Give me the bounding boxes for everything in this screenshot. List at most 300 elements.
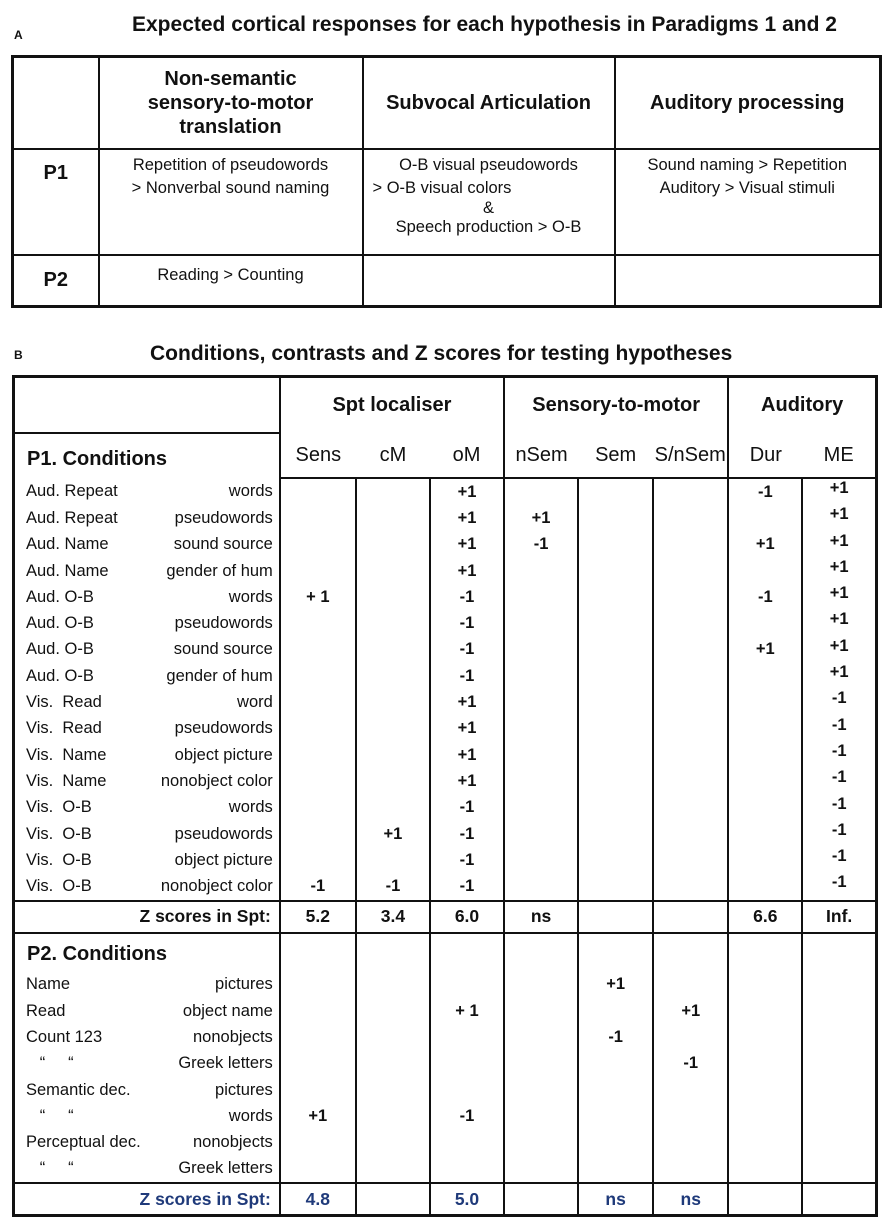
condition-modality: Vis. Read (26, 719, 102, 738)
condition-stimulus: words (228, 482, 273, 501)
group-header-spt-localiser: Spt localiser (280, 377, 504, 434)
table-row (14, 532, 877, 558)
p2-auditory-cell (615, 255, 881, 307)
contrast-weight (578, 847, 653, 873)
contrast-weight (653, 505, 728, 531)
p1-c3-line-2: Auditory > Visual stimuli (659, 178, 835, 197)
contrast-weight: -1 (430, 584, 504, 610)
p2-z-score (802, 1183, 876, 1216)
contrast-weight (280, 689, 356, 715)
contrast-weight: -1 (356, 873, 430, 900)
condition-cell (14, 1024, 280, 1050)
p2-non-semantic-cell: Reading > Counting (99, 255, 363, 307)
contrast-weight (430, 1024, 504, 1050)
contrast-weight (504, 1051, 578, 1077)
contrast-weight: +1 (430, 689, 504, 715)
condition-cell (14, 637, 280, 663)
condition-cell (14, 847, 280, 873)
col-header-non-semantic: Non-semantic sensory-to-motor translation (99, 57, 363, 149)
contrast-weight (653, 584, 728, 610)
condition-label (15, 1159, 279, 1178)
condition-modality: “ “ (26, 1159, 74, 1178)
condition-stimulus: words (228, 798, 273, 817)
condition-label (15, 693, 279, 712)
empty-cell (430, 933, 504, 972)
contrast-weight (728, 1051, 802, 1077)
condition-cell (14, 610, 280, 636)
group-header-sensory-to-motor: Sensory-to-motor (504, 377, 728, 434)
empty-cell (578, 933, 653, 972)
contrast-weight (280, 998, 356, 1024)
condition-stimulus: words (228, 587, 273, 606)
condition-cell (14, 1051, 280, 1077)
contrast-weight (280, 1156, 356, 1183)
contrast-weight (504, 1077, 578, 1103)
contrast-weight (356, 742, 430, 768)
contrast-weight (802, 1156, 876, 1183)
p1-c2-line-3: & (482, 198, 494, 217)
contrast-weight (356, 847, 430, 873)
subcol-header-om: oM (430, 433, 504, 478)
condition-modality: Vis. Name (26, 745, 107, 764)
contrast-weight: -1 (802, 716, 876, 742)
p1-z-score: ns (504, 901, 578, 933)
contrast-weight (280, 637, 356, 663)
contrast-weight (653, 742, 728, 768)
p1-subvocal-cell (363, 149, 615, 255)
contrast-weight (430, 972, 504, 998)
contrast-weight (356, 1103, 430, 1129)
contrast-weight: -1 (802, 821, 876, 847)
panel-b-letter: B (14, 348, 23, 362)
contrast-weight (356, 610, 430, 636)
table-row (14, 972, 877, 998)
contrast-weight (653, 1103, 728, 1129)
condition-stimulus: object name (182, 1001, 273, 1020)
condition-label (15, 509, 279, 528)
contrast-weight (504, 972, 578, 998)
contrast-weight (356, 795, 430, 821)
condition-modality: Read (26, 1001, 66, 1020)
contrast-weight (578, 716, 653, 742)
condition-modality: Vis. O-B (26, 850, 92, 869)
condition-modality: Aud. Name (26, 561, 109, 580)
p1-c2-line-2: > O-B visual colors (372, 178, 512, 197)
contrast-weight (356, 1156, 430, 1183)
condition-modality: Aud. Repeat (26, 508, 118, 527)
table-row (14, 847, 877, 873)
contrast-weight: -1 (430, 873, 504, 900)
table-row (14, 1024, 877, 1050)
condition-label (15, 877, 279, 896)
contrast-weight (280, 847, 356, 873)
condition-modality: Vis. Name (26, 771, 107, 790)
condition-modality: Name (26, 975, 71, 994)
p1-c1-line-2: > Nonverbal sound naming (131, 178, 330, 197)
condition-label (15, 825, 279, 844)
contrast-weight (356, 716, 430, 742)
contrast-weight (728, 505, 802, 531)
contrast-weight (578, 821, 653, 847)
condition-label (15, 1028, 279, 1047)
p2-z-score (504, 1183, 578, 1216)
condition-label (15, 562, 279, 581)
contrast-weight (802, 1103, 876, 1129)
condition-stimulus: object picture (174, 745, 273, 764)
contrast-weight (728, 847, 802, 873)
group-header-auditory: Auditory (728, 377, 876, 434)
contrast-weight (728, 742, 802, 768)
table-row (14, 478, 877, 505)
condition-cell (14, 689, 280, 715)
contrast-weight (578, 637, 653, 663)
condition-modality: Vis. O-B (26, 798, 92, 817)
contrast-weight (280, 1024, 356, 1050)
table-row (14, 795, 877, 821)
contrast-weight (728, 663, 802, 689)
contrast-weight (578, 663, 653, 689)
panel-a-letter: A (14, 28, 23, 42)
table-row (14, 716, 877, 742)
table-row (14, 768, 877, 794)
contrast-weight (504, 558, 578, 584)
contrast-weight (728, 1130, 802, 1156)
contrast-weight (356, 637, 430, 663)
empty-cell (802, 933, 876, 972)
contrast-weight (356, 689, 430, 715)
contrast-weight: -1 (280, 873, 356, 900)
condition-cell (14, 1130, 280, 1156)
contrast-weight (280, 795, 356, 821)
panel-a-title: Expected cortical responses for each hypothesis in Paradigms 1 and 2 (132, 13, 837, 36)
condition-stimulus: Greek letters (178, 1159, 273, 1178)
contrast-weight (280, 716, 356, 742)
contrast-weight (578, 795, 653, 821)
contrast-weight: -1 (430, 795, 504, 821)
condition-cell (14, 1156, 280, 1183)
contrast-weight (430, 1051, 504, 1077)
table-row (14, 505, 877, 531)
condition-label (15, 588, 279, 607)
contrast-weight: +1 (802, 532, 876, 558)
table-row (14, 663, 877, 689)
table-row (14, 821, 877, 847)
contrast-weight: +1 (802, 637, 876, 663)
contrast-weight (504, 1024, 578, 1050)
condition-label (15, 1133, 279, 1152)
table-row (14, 1103, 877, 1129)
contrast-weight (356, 768, 430, 794)
contrast-weight (504, 847, 578, 873)
contrast-weight: -1 (802, 742, 876, 768)
contrast-weight: -1 (653, 1051, 728, 1077)
contrast-weight (504, 821, 578, 847)
p1-z-score-row (14, 901, 877, 933)
contrast-weight (356, 1130, 430, 1156)
contrast-weight (728, 873, 802, 900)
empty-cell (356, 933, 430, 972)
p1-z-score: 6.6 (728, 901, 802, 933)
contrast-weight: +1 (802, 584, 876, 610)
condition-stimulus: nonobject color (160, 877, 273, 896)
contrast-weight: +1 (802, 610, 876, 636)
p1-z-score (653, 901, 728, 933)
contrast-weight: -1 (802, 873, 876, 900)
condition-stimulus: sound source (173, 535, 273, 554)
empty-cell (728, 933, 802, 972)
contrast-weight (802, 972, 876, 998)
p1-z-score: 3.4 (356, 901, 430, 933)
contrast-weight: +1 (430, 558, 504, 584)
contrast-weight (578, 505, 653, 531)
contrast-weight: -1 (802, 795, 876, 821)
contrast-weight (578, 873, 653, 900)
contrast-weight (280, 532, 356, 558)
condition-modality: “ “ (26, 1106, 74, 1125)
condition-cell (14, 795, 280, 821)
contrast-weight (653, 821, 728, 847)
condition-stimulus: nonobjects (192, 1133, 273, 1152)
contrast-weight (728, 998, 802, 1024)
contrast-weight: +1 (802, 505, 876, 531)
contrast-weight (728, 610, 802, 636)
contrast-weight: + 1 (280, 584, 356, 610)
condition-cell (14, 663, 280, 689)
condition-label (15, 798, 279, 817)
contrast-weight (578, 1156, 653, 1183)
contrast-weight: -1 (430, 847, 504, 873)
condition-modality: Vis. O-B (26, 824, 92, 843)
contrast-weight (653, 558, 728, 584)
subcol-header-sens: Sens (280, 433, 356, 478)
contrast-weight (280, 768, 356, 794)
condition-stimulus: pseudowords (174, 614, 273, 633)
table-row (14, 637, 877, 663)
contrast-weight (356, 478, 430, 505)
contrast-weight (653, 1130, 728, 1156)
contrast-weight (504, 873, 578, 900)
condition-stimulus: pictures (215, 1080, 273, 1099)
p1-c3-line-1: Sound naming > Repetition (647, 155, 847, 174)
contrast-weight (802, 1130, 876, 1156)
header-corner (13, 57, 99, 149)
table-row (14, 873, 877, 900)
condition-modality: Perceptual dec. (26, 1133, 141, 1152)
contrast-weight (280, 742, 356, 768)
contrast-weight: +1 (578, 972, 653, 998)
contrast-weight (356, 558, 430, 584)
p2-heading-row (14, 933, 877, 972)
contrast-weight (504, 716, 578, 742)
condition-label (15, 614, 279, 633)
contrast-weight (653, 1077, 728, 1103)
contrast-weight (728, 768, 802, 794)
condition-label (15, 746, 279, 765)
subcol-header-dur: Dur (728, 433, 802, 478)
contrast-weight (653, 873, 728, 900)
contrast-weight: +1 (802, 478, 876, 505)
condition-stimulus: pseudowords (174, 719, 273, 738)
p2-z-score: 4.8 (280, 1183, 356, 1216)
contrast-weight (504, 768, 578, 794)
contrast-weight (356, 505, 430, 531)
condition-modality: Aud. O-B (26, 614, 94, 633)
contrast-weight: -1 (728, 478, 802, 505)
condition-cell (14, 1103, 280, 1129)
row-label-p1: P1 (13, 149, 99, 255)
hypothesis-table (11, 55, 882, 308)
p1-auditory-cell (615, 149, 881, 255)
contrast-weight (728, 795, 802, 821)
empty-cell (504, 933, 578, 972)
contrast-weight: -1 (802, 689, 876, 715)
contrast-weight (356, 1077, 430, 1103)
contrast-weight (280, 478, 356, 505)
table-row (14, 584, 877, 610)
contrast-weight: -1 (430, 1103, 504, 1129)
hypothesis-row-p2 (13, 255, 881, 307)
condition-label (15, 719, 279, 738)
contrast-weight (802, 1051, 876, 1077)
row-label-p2: P2 (13, 255, 99, 307)
contrast-weight (653, 768, 728, 794)
condition-label (15, 772, 279, 791)
p1-c2-line-4: Speech production > O-B (395, 217, 582, 236)
condition-label (15, 1054, 279, 1073)
contrast-weight (728, 716, 802, 742)
p1-z-score: Inf. (802, 901, 876, 933)
table-row (14, 1051, 877, 1077)
p2-z-score: ns (578, 1183, 653, 1216)
condition-stimulus: words (228, 1106, 273, 1125)
contrast-weight (280, 1130, 356, 1156)
contrast-weight (728, 1103, 802, 1129)
contrast-weight: +1 (653, 998, 728, 1024)
condition-label (15, 1081, 279, 1100)
contrast-weight (728, 1077, 802, 1103)
contrast-weight (728, 689, 802, 715)
contrast-weight: +1 (802, 558, 876, 584)
contrast-weight (504, 795, 578, 821)
condition-modality: Count 123 (26, 1027, 103, 1046)
contrast-weight: + 1 (430, 998, 504, 1024)
contrast-weight (504, 663, 578, 689)
condition-modality: Aud. O-B (26, 587, 94, 606)
p1-z-score (578, 901, 653, 933)
condition-cell (14, 558, 280, 584)
contrast-weight (653, 1024, 728, 1050)
contrast-weight (356, 1024, 430, 1050)
condition-stimulus: sound source (173, 640, 273, 659)
hypothesis-row-p1 (13, 149, 881, 255)
contrast-weight (802, 1024, 876, 1050)
table-row (14, 742, 877, 768)
condition-cell (14, 768, 280, 794)
contrast-weight: +1 (430, 505, 504, 531)
contrast-weight (504, 1130, 578, 1156)
condition-modality: Aud. Name (26, 535, 109, 554)
contrast-weight (504, 637, 578, 663)
contrast-weight (504, 584, 578, 610)
contrast-weight (653, 1156, 728, 1183)
condition-cell (14, 505, 280, 531)
p1-z-score: 5.2 (280, 901, 356, 933)
contrast-weight (653, 716, 728, 742)
condition-cell (14, 716, 280, 742)
contrast-weight (280, 1051, 356, 1077)
contrast-weight: +1 (430, 768, 504, 794)
contrast-weight (653, 972, 728, 998)
contrast-weight (280, 558, 356, 584)
conditions-table (12, 375, 878, 1217)
contrast-weight: +1 (728, 637, 802, 663)
contrast-weight: +1 (280, 1103, 356, 1129)
contrast-weight: +1 (430, 478, 504, 505)
p2-z-score-row (14, 1183, 877, 1216)
contrast-weight (728, 821, 802, 847)
p2-z-score (728, 1183, 802, 1216)
contrast-weight (578, 742, 653, 768)
condition-modality: Aud. O-B (26, 666, 94, 685)
contrast-weight (578, 1051, 653, 1077)
p1-z-label: Z scores in Spt: (14, 901, 280, 933)
condition-label (15, 640, 279, 659)
subcol-header-s-nsem: S/nSem (653, 433, 728, 478)
contrast-weight (356, 1051, 430, 1077)
condition-modality: “ “ (26, 1054, 74, 1073)
group-header-row (14, 377, 877, 434)
contrast-weight: -1 (504, 532, 578, 558)
empty-cell (280, 933, 356, 972)
contrast-weight (578, 478, 653, 505)
condition-cell (14, 998, 280, 1024)
contrast-weight (653, 663, 728, 689)
contrast-weight (578, 558, 653, 584)
contrast-weight: -1 (430, 610, 504, 636)
table-row (14, 1130, 877, 1156)
p1-non-semantic-cell (99, 149, 363, 255)
contrast-weight (578, 768, 653, 794)
contrast-weight (653, 532, 728, 558)
condition-label (15, 667, 279, 686)
condition-cell (14, 1077, 280, 1103)
contrast-weight (280, 972, 356, 998)
condition-stimulus: gender of hum (166, 561, 273, 580)
contrast-weight: -1 (578, 1024, 653, 1050)
contrast-weight: +1 (430, 716, 504, 742)
condition-label (15, 975, 279, 994)
contrast-weight (578, 610, 653, 636)
table-row (14, 1156, 877, 1183)
col-header-subvocal: Subvocal Articulation (363, 57, 615, 149)
contrast-weight: +1 (430, 532, 504, 558)
contrast-weight (504, 478, 578, 505)
group-corner (14, 377, 280, 434)
condition-stimulus: pseudowords (174, 824, 273, 843)
condition-label (15, 535, 279, 554)
contrast-weight: -1 (802, 847, 876, 873)
p2-z-score: 5.0 (430, 1183, 504, 1216)
subcol-header-nsem: nSem (504, 433, 578, 478)
p1-c2-line-1: O-B visual pseudowords (399, 155, 578, 174)
contrast-weight: -1 (430, 821, 504, 847)
panel-b-title: Conditions, contrasts and Z scores for testing hypotheses (150, 342, 733, 365)
table-row (14, 998, 877, 1024)
contrast-weight: -1 (430, 637, 504, 663)
condition-cell (14, 532, 280, 558)
hypothesis-header-row (13, 57, 881, 149)
p2-z-score: ns (653, 1183, 728, 1216)
